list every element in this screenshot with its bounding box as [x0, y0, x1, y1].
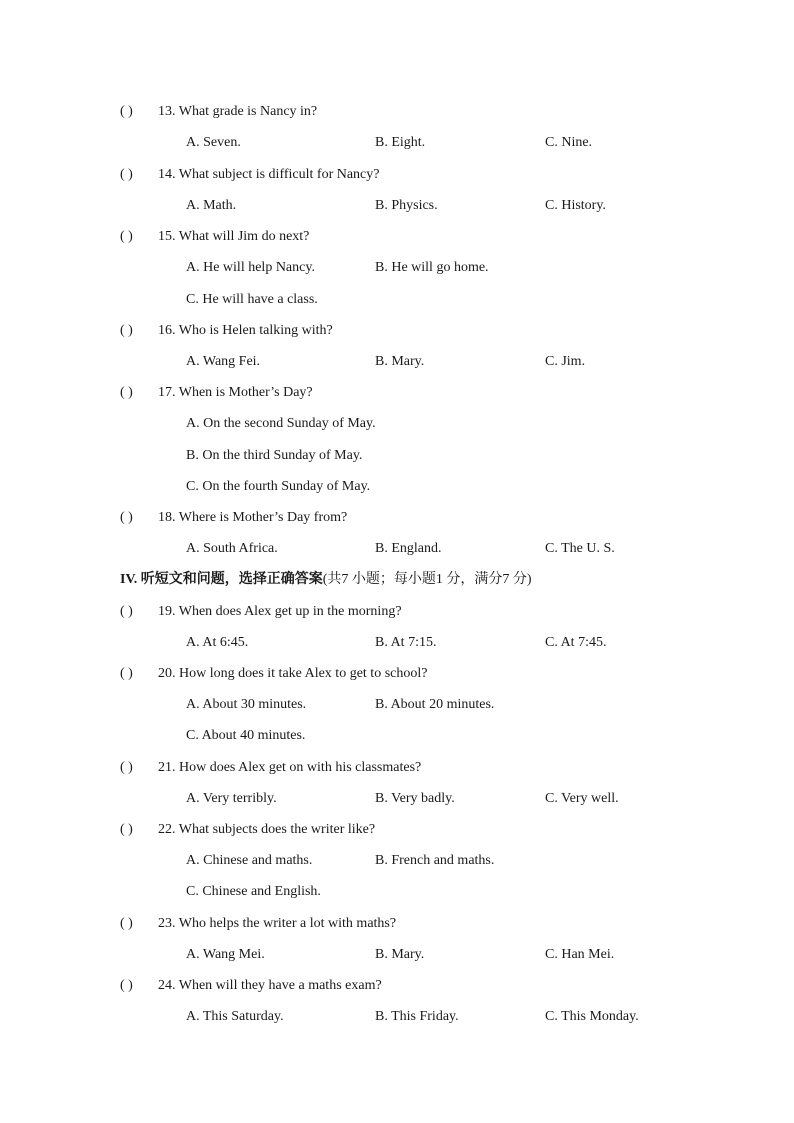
question-text: 19. When does Alex get up in the morning? — [158, 604, 402, 619]
question-19 — [120, 603, 402, 621]
question-text: 18. Where is Mother’s Day from? — [158, 510, 348, 525]
question-16 — [120, 322, 333, 340]
answer-blank[interactable]: ( ) — [120, 323, 133, 338]
option-b: B. Mary. — [375, 354, 425, 369]
option-c: C. The U. S. — [545, 541, 615, 556]
answer-blank[interactable]: ( ) — [120, 604, 133, 619]
option-c: C. At 7:45. — [545, 635, 607, 650]
option-b: B. Eight. — [375, 135, 426, 150]
option-b: B. England. — [375, 541, 442, 556]
option-a: A. Wang Mei. — [186, 947, 265, 962]
option-b: B. This Friday. — [375, 1009, 459, 1024]
option-a: A. Seven. — [186, 135, 241, 150]
answer-blank[interactable]: ( ) — [120, 510, 133, 525]
question-text: 17. When is Mother’s Day? — [158, 385, 313, 400]
answer-blank[interactable]: ( ) — [120, 822, 133, 837]
answer-blank[interactable]: ( ) — [120, 167, 133, 182]
option-b: B. On the third Sunday of May. — [186, 448, 363, 463]
question-24 — [120, 977, 382, 995]
option-b: B. Mary. — [375, 947, 425, 962]
question-text: 23. Who helps the writer a lot with maths? — [158, 916, 397, 931]
section-scoring-note: (共7 小题；每小题1 分，满分7 分) — [322, 572, 532, 587]
question-18 — [120, 509, 347, 527]
option-c: C. On the fourth Sunday of May. — [186, 479, 371, 494]
question-text: 20. How long does it take Alex to get to school? — [158, 666, 428, 681]
option-a: A. He will help Nancy. — [186, 260, 315, 275]
question-text: 15. What will Jim do next? — [158, 229, 310, 244]
question-22 — [120, 821, 375, 839]
section-iv-heading — [120, 571, 532, 589]
question-text: 13. What grade is Nancy in? — [158, 104, 318, 119]
option-c: C. Jim. — [545, 354, 586, 369]
option-c: C. Very well. — [545, 791, 619, 806]
question-text: 16. Who is Helen talking with? — [158, 323, 333, 338]
option-a: A. About 30 minutes. — [186, 697, 307, 712]
option-c: C. About 40 minutes. — [186, 728, 306, 743]
question-17 — [120, 384, 313, 402]
question-15 — [120, 228, 309, 246]
option-a: A. Math. — [186, 198, 237, 213]
question-13 — [120, 103, 317, 121]
question-text: 21. How does Alex get on with his classmates? — [158, 760, 422, 775]
option-c: C. Chinese and English. — [186, 884, 321, 899]
option-b: B. French and maths. — [375, 853, 495, 868]
option-b: B. He will go home. — [375, 260, 489, 275]
option-b: B. About 20 minutes. — [375, 697, 495, 712]
option-c: C. Han Mei. — [545, 947, 615, 962]
option-c: C. This Monday. — [545, 1009, 639, 1024]
answer-blank[interactable]: ( ) — [120, 666, 133, 681]
option-b: B. Physics. — [375, 198, 438, 213]
option-a: A. Wang Fei. — [186, 354, 261, 369]
option-b: B. Very badly. — [375, 791, 455, 806]
answer-blank[interactable]: ( ) — [120, 760, 133, 775]
answer-blank[interactable]: ( ) — [120, 104, 133, 119]
answer-blank[interactable]: ( ) — [120, 916, 133, 931]
option-a: A. On the second Sunday of May. — [186, 416, 376, 431]
option-c: C. History. — [545, 198, 606, 213]
option-a: A. Chinese and maths. — [186, 853, 313, 868]
option-a: A. South Africa. — [186, 541, 278, 556]
question-20 — [120, 665, 427, 683]
question-21 — [120, 759, 421, 777]
question-text: 24. When will they have a maths exam? — [158, 978, 382, 993]
question-text: 22. What subjects does the writer like? — [158, 822, 376, 837]
answer-blank[interactable]: ( ) — [120, 385, 133, 400]
option-a: A. Very terribly. — [186, 791, 277, 806]
option-c: C. Nine. — [545, 135, 593, 150]
option-c: C. He will have a class. — [186, 292, 318, 307]
question-14 — [120, 166, 379, 184]
option-b: B. At 7:15. — [375, 635, 437, 650]
question-text: 14. What subject is difficult for Nancy? — [158, 167, 380, 182]
option-a: A. This Saturday. — [186, 1009, 284, 1024]
question-23 — [120, 915, 396, 933]
answer-blank[interactable]: ( ) — [120, 229, 133, 244]
section-label: IV. 听短文和问题，选择正确答案 — [120, 572, 323, 587]
option-a: A. At 6:45. — [186, 635, 249, 650]
answer-blank[interactable]: ( ) — [120, 978, 133, 993]
